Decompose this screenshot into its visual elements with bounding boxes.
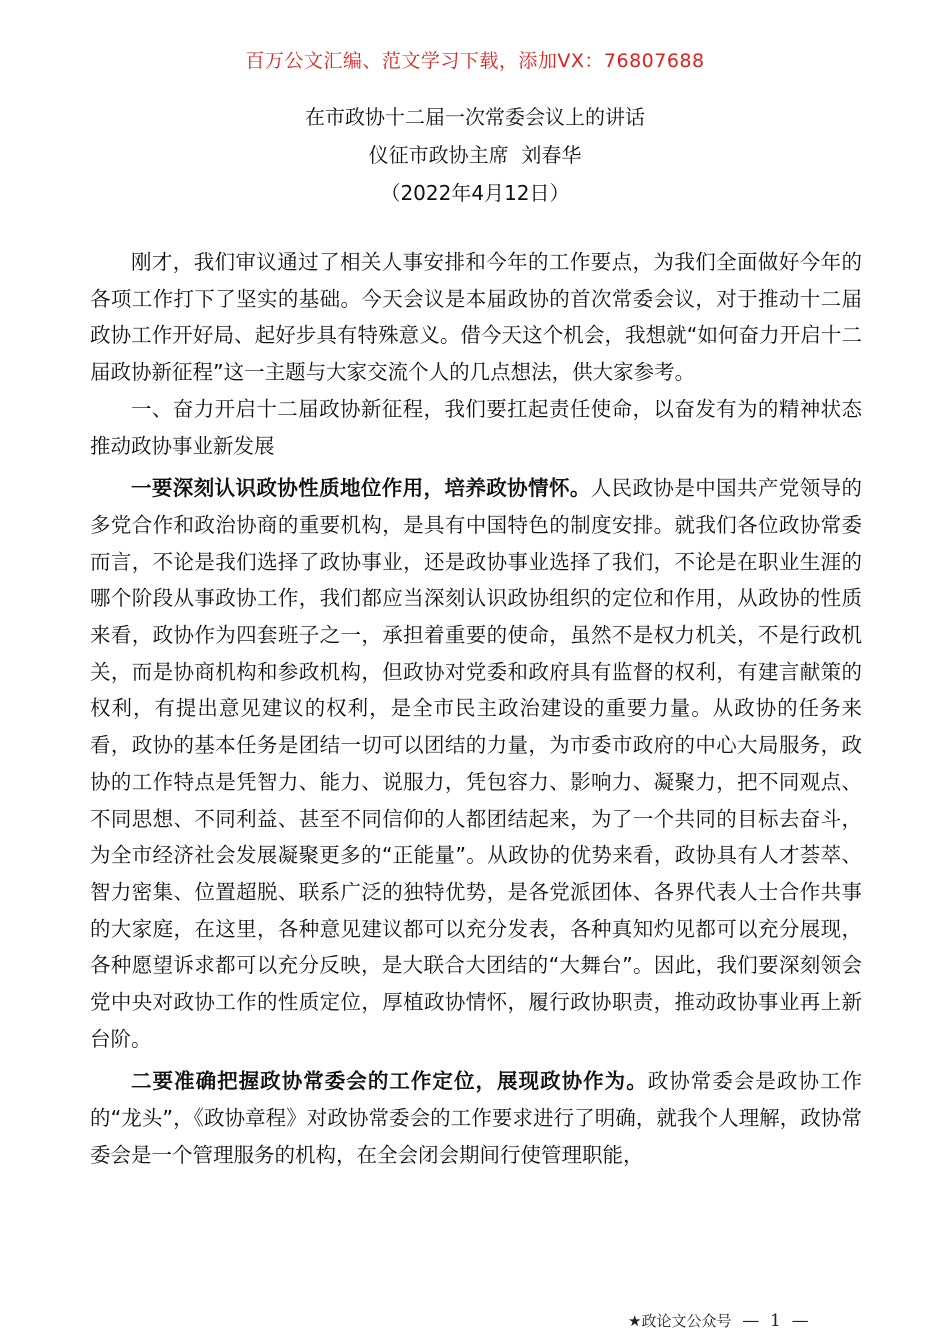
title-block <box>0 98 950 212</box>
paragraph-intro: 刚才，我们审议通过了相关人事安排和今年的工作要点，为我们全面做好今年的各项工作打下了坚实的基础。今天会议是本届政协的首次常委会议，对于推动十二届政协工作开好局、起好步具有特殊意义。借今天这个机会，我想就“如何奋力开启十二届政协新征程”这一主题与大家交流个人的几点想法，供大家参考。 <box>90 250 862 385</box>
footer-source: ★政论文公众号 <box>628 1312 732 1330</box>
speech-date: （2022年4月12日） <box>380 181 570 205</box>
page-number: 1 <box>770 1311 781 1331</box>
footer-dash-left: — <box>742 1311 760 1331</box>
speaker-line: 仪征市政协主席 刘春华 <box>368 143 582 167</box>
point-2-lead: 二要准确把握政协常委会的工作定位，展现政协作为。 <box>131 1069 648 1094</box>
point-1-text: 人民政协是中国共产党领导的多党合作和政治协商的重要机构，是具有中国特色的制度安排。就我们各位政协常委而言，不论是我们选择了政协事业，还是政协事业选择了我们，不论是在职业生涯的哪个阶段从事政协工作，我们都应当深刻认识政协组织的定位和作用，从政协的性质来看，政协作为四套班子之一，承担着重要的使命，虽然不是权力机关，不是行政机关，而是协商机构和参政机构，但政协对党委和政府具有监督的权利，有建言献策的权利，有提出意见建议的权利，是全市民主政治建设的重要力量。从政协的任务来看，政协的基本任务是团结一切可以团结的力量，为市委市政府的中心大局服务，政协的工作特点是凭智力、能力、说服力，凭包容力、影响力、凝聚力，把不同观点、不同思想、不同利益、甚至不同信仰的人都团结起来，为了一个共同的目标去奋斗，为全市经济社会发展凝聚更多的“正能量”。从政协的优势来看，政协具有人才荟萃、智力密集、位置超脱、联系广泛的独特优势，是各党派团体、各界代表人士合作共事的大家庭，在这里，各种意见建议都可以充分发表，各种真知灼见都可以充分展现，各种愿望诉求都可以充分反映，是大联合大团结的“大舞台”。因此，我们要深刻领会党中央对政协工作的性质定位，厚植政协情怀，履行政协职责，推动政协事业再上新台阶。 <box>90 476 862 1051</box>
paragraph-point-1 <box>90 470 862 1057</box>
paragraph-point-2 <box>90 1063 862 1173</box>
point-2-text: 政协常委会是政协工作的“龙头”，《政协章程》对政协常委会的工作要求进行了明确，就我个人理解，政协常委会是一个管理服务的机构，在全会闭会期间行使管理职能， <box>90 1069 863 1167</box>
footer-dash-right: — <box>791 1311 809 1331</box>
section-heading-1: 一、奋力开启十二届政协新征程，我们要扛起责任使命，以奋发有为的精神状态推动政协事业新发展 <box>90 396 862 458</box>
speech-title: 在市政协十二届一次常委会议上的讲话 <box>305 105 645 129</box>
page-footer <box>628 1310 815 1331</box>
document-body <box>90 244 862 1174</box>
watermark-banner: 百万公文汇编、范文学习下载，添加VX：76807688 <box>245 50 705 72</box>
point-1-lead: 一要深刻认识政协性质地位作用，培养政协情怀。 <box>131 476 591 501</box>
